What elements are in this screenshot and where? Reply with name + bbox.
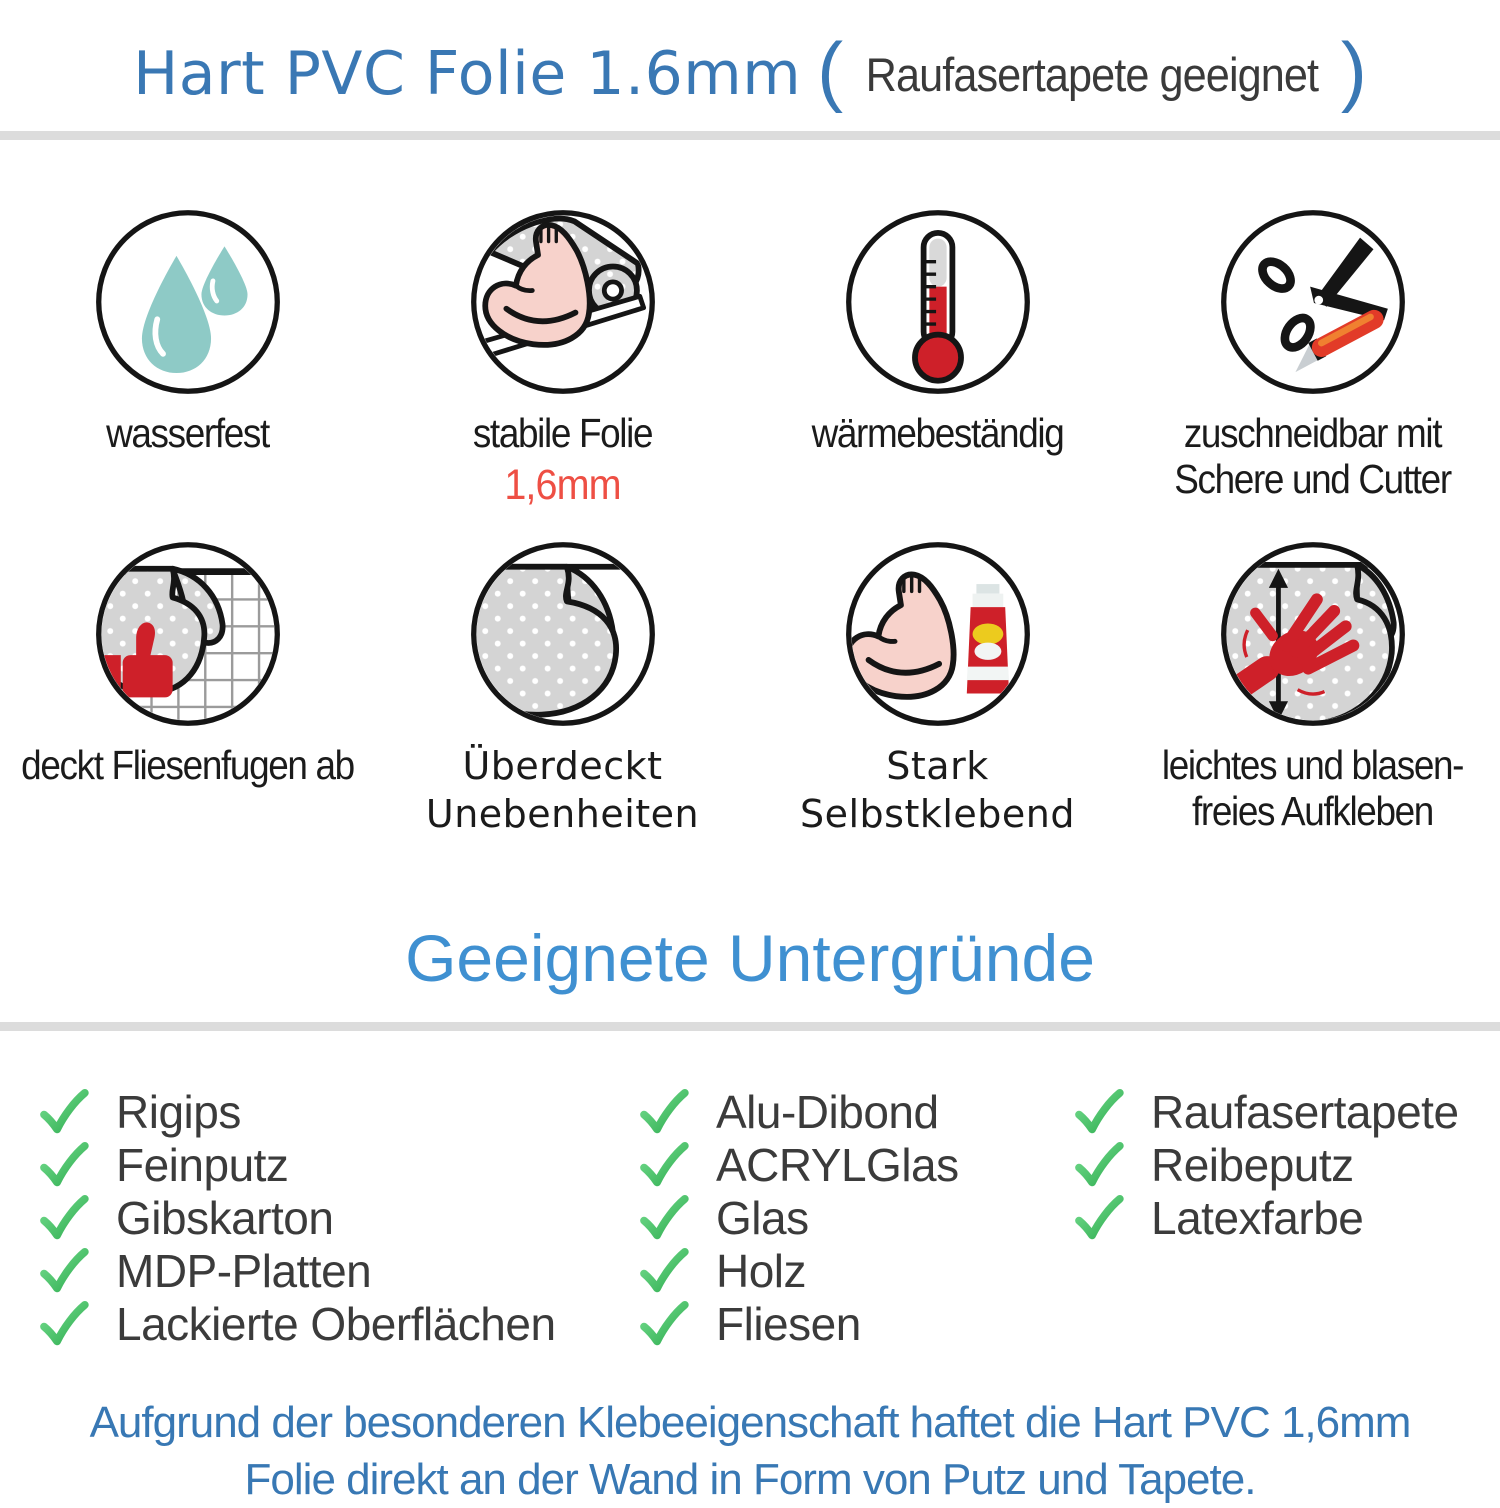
adhesive-note-line1: Aufgrund der besonderen Klebeeigenschaft haftet die Hart PVC 1,6mm xyxy=(89,1398,1411,1447)
feature-stable-film xyxy=(375,206,750,538)
feature-covers-tile-joints xyxy=(0,538,375,870)
check-icon xyxy=(1073,1086,1125,1138)
list-item-label: Gibskarton xyxy=(116,1191,334,1244)
feature-strong-adhesive xyxy=(750,538,1125,870)
check-icon xyxy=(638,1086,690,1138)
title-paren-close: ) xyxy=(1340,26,1367,114)
feature-cuttable xyxy=(1125,206,1500,538)
list-item-label: Feinputz xyxy=(116,1138,289,1191)
adhesive-note xyxy=(0,1394,1500,1508)
list-item xyxy=(638,1085,1063,1138)
water-drops-icon xyxy=(92,206,284,398)
title-subtitle: Raufasertapete geeignet xyxy=(865,47,1319,101)
check-icon xyxy=(38,1298,90,1350)
page-title xyxy=(0,0,1500,126)
check-icon xyxy=(38,1139,90,1191)
feature-caption: wärmebeständig xyxy=(811,410,1064,456)
foil-fold-icon xyxy=(467,538,659,730)
list-item-label: ACRYLGlas xyxy=(716,1138,959,1191)
list-item xyxy=(638,1244,1063,1297)
feature-caption: deckt Fliesenfugen ab xyxy=(21,742,354,788)
feature-caption-line1: Überdeckt xyxy=(462,744,663,788)
feature-bubble-free xyxy=(1125,538,1500,870)
check-icon xyxy=(638,1192,690,1244)
list-item xyxy=(638,1191,1063,1244)
list-item xyxy=(38,1138,638,1191)
list-item xyxy=(1073,1138,1480,1191)
surfaces-column-2 xyxy=(638,1085,1063,1350)
list-item xyxy=(38,1297,638,1350)
surfaces-heading: Geeignete Untergründe xyxy=(405,921,1095,995)
list-item-label: Latexfarbe xyxy=(1151,1191,1364,1244)
surfaces-column-3 xyxy=(1063,1085,1480,1350)
list-item xyxy=(1073,1191,1480,1244)
surfaces-column-1 xyxy=(20,1085,638,1350)
list-item-label: Lackierte Oberflächen xyxy=(116,1297,556,1350)
list-item-label: Fliesen xyxy=(716,1297,861,1350)
hand-smoothing-arrow-icon xyxy=(1217,538,1409,730)
title-paren-open: ( xyxy=(817,26,844,114)
list-item xyxy=(38,1244,638,1297)
feature-caption: wasserfest xyxy=(106,410,269,456)
surfaces-lists xyxy=(0,1085,1500,1350)
muscle-foil-roll-icon xyxy=(467,206,659,398)
title-main: Hart PVC Folie 1.6mm xyxy=(133,39,802,109)
check-icon xyxy=(638,1245,690,1297)
check-icon xyxy=(38,1192,90,1244)
list-item xyxy=(638,1138,1063,1191)
check-icon xyxy=(1073,1192,1125,1244)
feature-caption-line1: leichtes und blasen- xyxy=(1161,742,1464,788)
list-item xyxy=(38,1191,638,1244)
feature-covers-unevenness xyxy=(375,538,750,870)
list-item-label: Alu-Dibond xyxy=(716,1085,939,1138)
list-item xyxy=(38,1085,638,1138)
muscle-glue-tube-icon xyxy=(842,538,1034,730)
feature-heat-resistant xyxy=(750,206,1125,538)
list-item-label: Holz xyxy=(716,1244,807,1297)
check-icon xyxy=(638,1298,690,1350)
divider-top xyxy=(0,131,1500,140)
adhesive-note-line2: Folie direkt an der Wand in Form von Putz und Tapete. xyxy=(244,1455,1256,1505)
list-item-label: Raufasertapete xyxy=(1151,1085,1459,1138)
divider-middle xyxy=(0,1022,1500,1031)
check-icon xyxy=(38,1245,90,1297)
check-icon xyxy=(1073,1139,1125,1191)
feature-caption-line1: Stark xyxy=(886,744,989,788)
list-item xyxy=(638,1297,1063,1350)
feature-waterproof xyxy=(0,206,375,538)
feature-caption-line2: Schere und Cutter xyxy=(1174,455,1451,502)
list-item-label: Glas xyxy=(716,1191,809,1244)
film-thickness-note: 1,6mm xyxy=(504,460,621,509)
check-icon xyxy=(638,1139,690,1191)
list-item-label: MDP-Platten xyxy=(116,1244,372,1297)
thermometer-icon xyxy=(842,206,1034,398)
feature-caption-line2: freies Aufkleben xyxy=(1192,787,1433,834)
feature-grid xyxy=(0,206,1500,870)
feature-caption-line1: zuschneidbar mit xyxy=(1183,410,1442,456)
list-item-label: Reibeputz xyxy=(1151,1138,1354,1191)
tile-joints-thumbs-up-icon xyxy=(92,538,284,730)
list-item-label: Rigips xyxy=(116,1085,241,1138)
feature-caption-line2: Selbstklebend xyxy=(799,791,1076,836)
feature-caption: stabile Folie xyxy=(472,410,653,456)
feature-caption-line2: Unebenheiten xyxy=(425,791,700,836)
list-item xyxy=(1073,1085,1480,1138)
check-icon xyxy=(38,1086,90,1138)
scissors-cutter-icon xyxy=(1217,206,1409,398)
